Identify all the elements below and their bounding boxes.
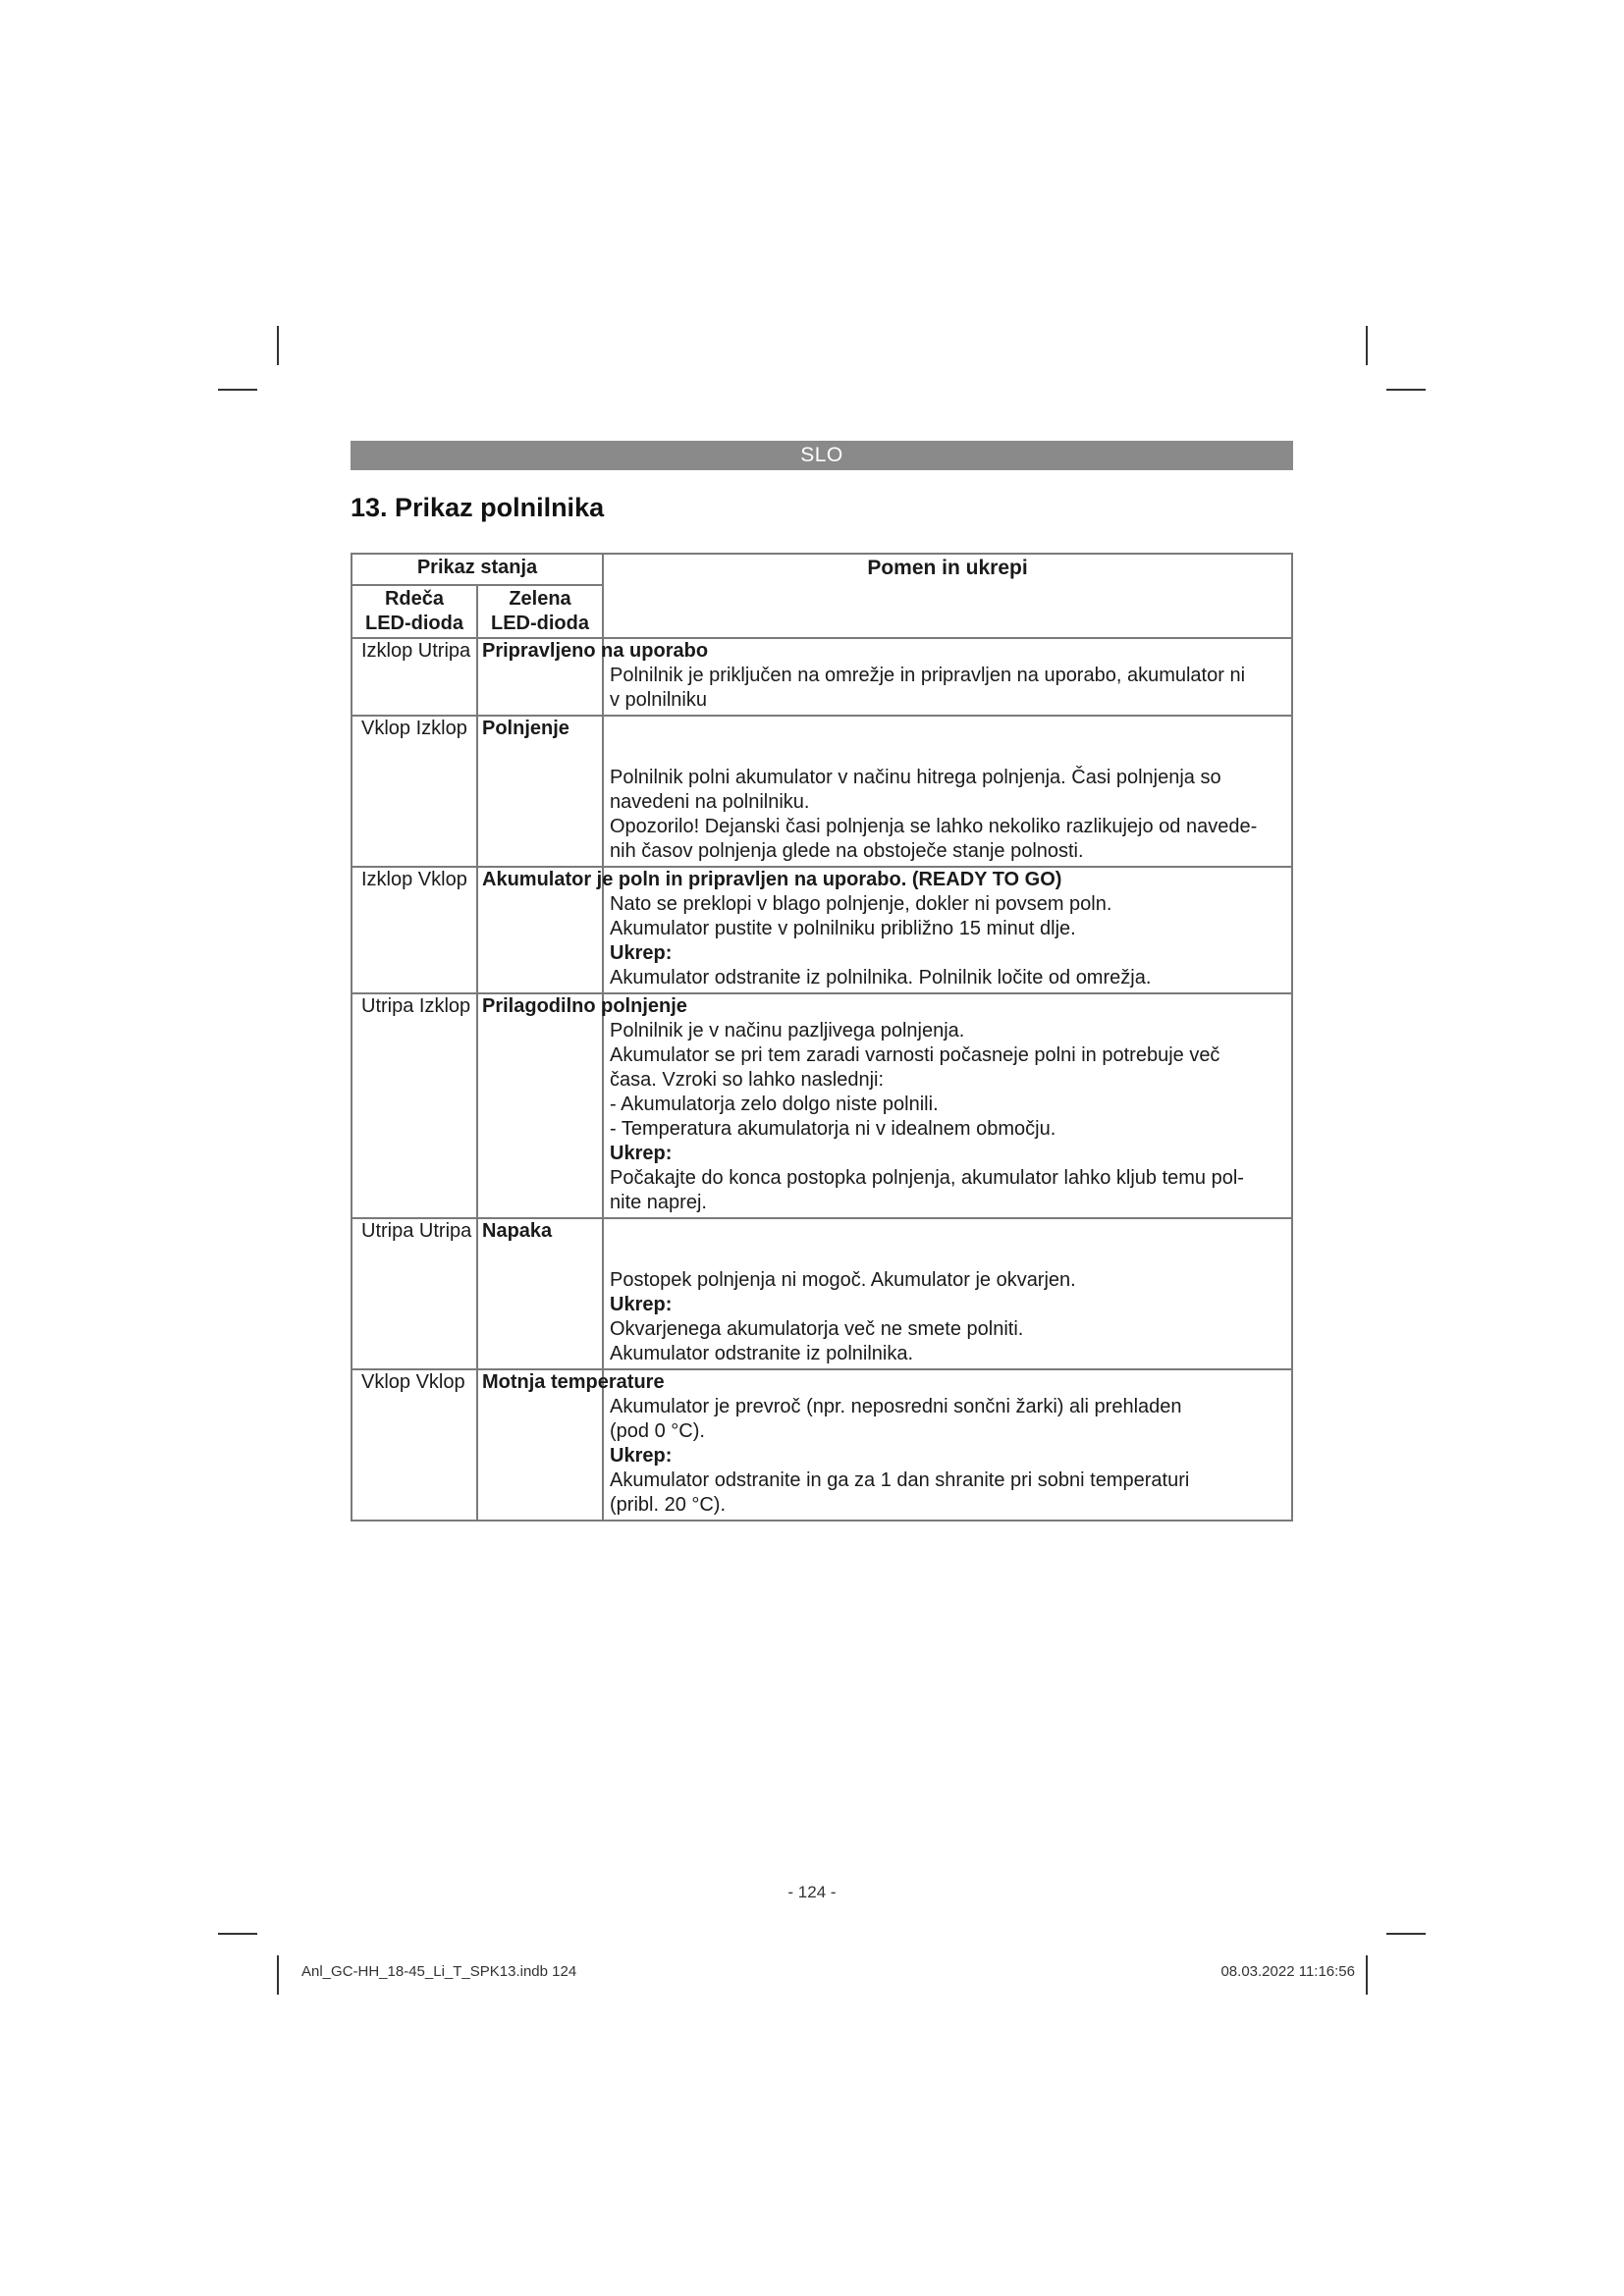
description-line: Postopek polnjenja ni mogoč. Akumulator je okvarjen. xyxy=(610,1269,1076,1291)
desc-column-header: Pomen in ukrepi xyxy=(603,554,1292,638)
description-line: Akumulator se pri tem zaradi varnosti počasneje polni in potrebuje več xyxy=(610,1044,1220,1066)
description-line: Ukrep: xyxy=(610,942,673,964)
meaning-and-actions xyxy=(482,716,1292,867)
description-line: Ukrep: xyxy=(610,1143,673,1164)
description-line: Akumulator pustite v polnilniku približno 15 minut dlje. xyxy=(610,918,1076,939)
status-title: Napaka xyxy=(482,1220,553,1242)
description-line: v polnilniku xyxy=(610,689,707,711)
crop-mark xyxy=(1386,1933,1426,1935)
table-row xyxy=(352,716,1292,867)
table-row xyxy=(352,1369,1292,1521)
description-line: Akumulator je prevroč (npr. neposredni sončni žarki) ali prehladen xyxy=(610,1396,1182,1417)
crop-mark xyxy=(277,1955,279,1995)
description-line: časa. Vzroki so lahko naslednji: xyxy=(610,1069,885,1091)
status-title: Prilagodilno polnjenje xyxy=(482,995,687,1017)
meaning-and-actions xyxy=(482,638,1292,716)
red-led-state: Izklop Vklop xyxy=(352,867,477,993)
crop-mark xyxy=(277,326,279,365)
red-led-state: Utripa Utripa xyxy=(352,1218,477,1369)
section-title: 13. Prikaz polnilnika xyxy=(351,493,605,522)
page-number: - 124 - xyxy=(787,1883,837,1901)
meaning-and-actions xyxy=(482,867,1292,993)
description-line: Nato se preklopi v blago polnjenje, dokler ni povsem poln. xyxy=(610,893,1112,915)
crop-mark xyxy=(1366,326,1368,365)
description-line: Počakajte do konca postopka polnjenja, akumulator lahko kljub temu pol- xyxy=(610,1167,1244,1189)
red-led-state: Izklop Utripa xyxy=(352,638,477,716)
description-line: nih časov polnjenja glede na obstoječe stanje polnosti. xyxy=(610,840,1084,862)
description-line: Akumulator odstranite iz polnilnika. xyxy=(610,1343,914,1364)
group-header: Prikaz stanja xyxy=(352,554,603,585)
description-line: Ukrep: xyxy=(610,1445,673,1467)
file-info: Anl_GC-HH_18-45_Li_T_SPK13.indb 124 xyxy=(301,1963,577,1980)
status-title: Pripravljeno na uporabo xyxy=(482,640,709,662)
description-line: nite naprej. xyxy=(610,1192,707,1213)
crop-mark xyxy=(1366,1955,1368,1995)
green-led-state xyxy=(477,993,603,1218)
green-led-column-header: Zelena LED-dioda xyxy=(477,585,603,638)
crop-mark xyxy=(218,389,257,391)
meaning-and-actions xyxy=(482,993,1292,1218)
table-row xyxy=(352,993,1292,1218)
description-line: Opozorilo! Dejanski časi polnjenja se lahko nekoliko razlikujejo od navede- xyxy=(610,816,1258,837)
description-line: Polnilnik je priključen na omrežje in pripravljen na uporabo, akumulator ni xyxy=(610,665,1246,686)
table-row xyxy=(352,1218,1292,1369)
crop-mark xyxy=(218,1933,257,1935)
description-line: - Temperatura akumulatorja ni v idealnem območju. xyxy=(610,1118,1056,1140)
status-title: Akumulator je poln in pripravljen na uporabo. (READY TO GO) xyxy=(482,869,1062,890)
status-title: Motnja temperature xyxy=(482,1371,665,1393)
description-line: Polnilnik je v načinu pazljivega polnjenja. xyxy=(610,1020,965,1041)
status-title: Polnjenje xyxy=(482,718,569,739)
description-line: Ukrep: xyxy=(610,1294,673,1315)
description-line: (pod 0 °C). xyxy=(610,1420,705,1442)
red-led-state: Vklop Izklop xyxy=(352,716,477,867)
print-timestamp: 08.03.2022 11:16:56 xyxy=(1220,1963,1355,1980)
description-line: - Akumulatorja zelo dolgo niste polnili. xyxy=(610,1094,939,1115)
table-row xyxy=(352,638,1292,716)
charger-status-table xyxy=(351,553,1293,1522)
description-line: Akumulator odstranite iz polnilnika. Polnilnik ločite od omrežja. xyxy=(610,967,1152,988)
description-line: Akumulator odstranite in ga za 1 dan shranite pri sobni temperaturi xyxy=(610,1469,1190,1491)
red-led-column-header: Rdeča LED-dioda xyxy=(352,585,477,638)
crop-mark xyxy=(1386,389,1426,391)
table-row xyxy=(352,867,1292,993)
meaning-and-actions xyxy=(482,1218,1292,1369)
description-line: Polnilnik polni akumulator v načinu hitrega polnjenja. Časi polnjenja so xyxy=(610,767,1221,788)
language-bar: SLO xyxy=(351,441,1293,470)
description-line: navedeni na polnilniku. xyxy=(610,791,810,813)
meaning-and-actions xyxy=(482,1369,1292,1521)
description-line: Okvarjenega akumulatorja več ne smete polniti. xyxy=(610,1318,1024,1340)
red-led-state: Utripa Izklop xyxy=(352,993,477,1218)
red-led-state: Vklop Vklop xyxy=(352,1369,477,1521)
description-line: (pribl. 20 °C). xyxy=(610,1494,727,1516)
